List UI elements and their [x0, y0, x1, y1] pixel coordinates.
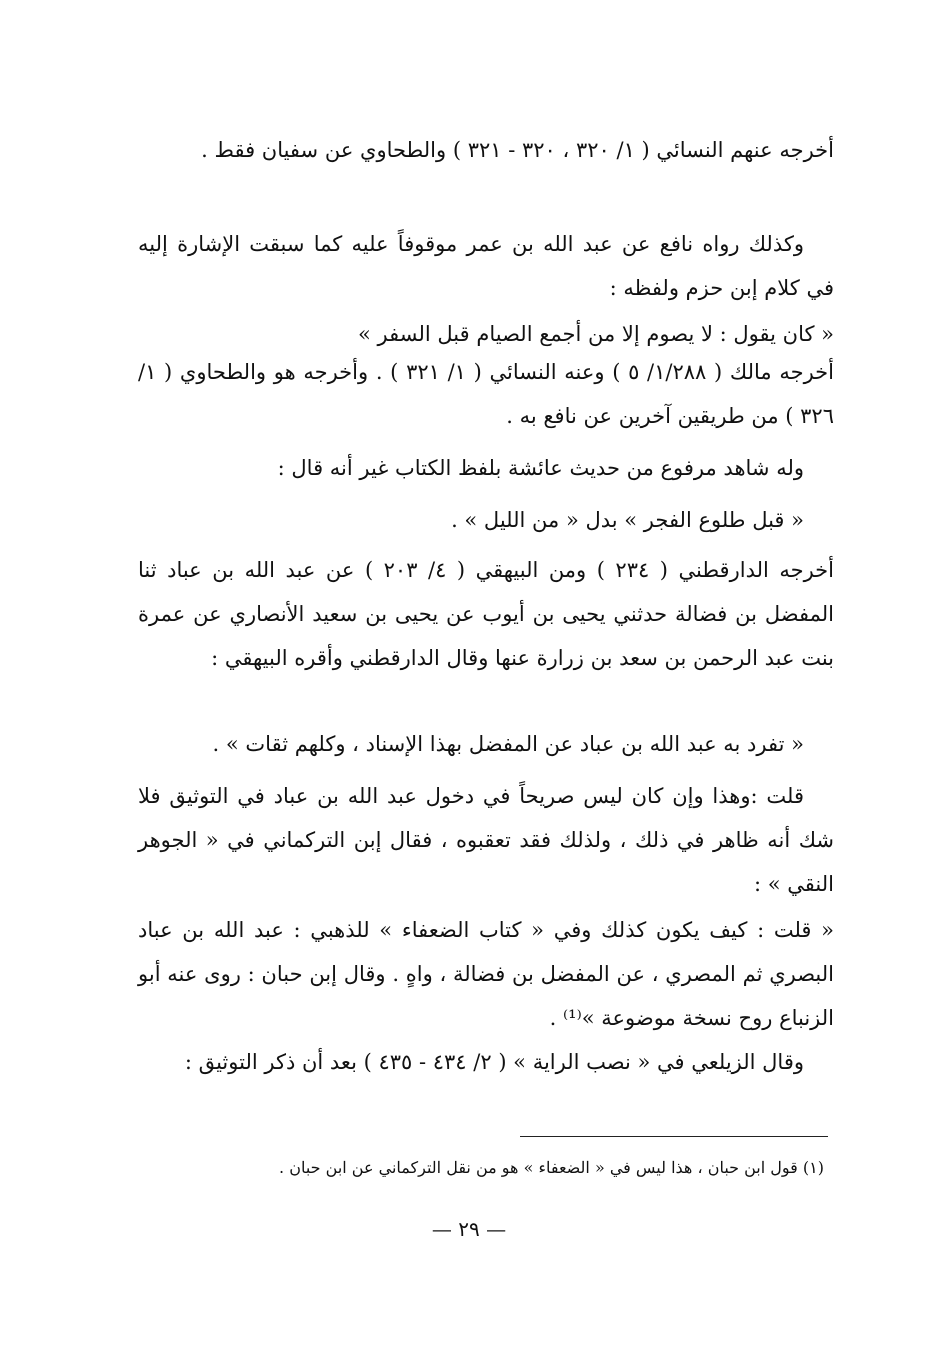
quote-kana-yaqul: « كان يقول : لا يصوم إلا من أجمع الصيام قبل السفر »	[358, 322, 834, 346]
page-number: — ٢٩ —	[431, 1217, 507, 1241]
paragraph-nasai-citation: أخرجه عنهم النسائي ( ١/ ٣٢٠ ، ٣٢٠ - ٣٢١ ) والطحاوي عن سفيان فقط .	[201, 138, 834, 162]
quote-tafarrada: « تفرد به عبد الله بن عباد عن المفضل بهذا الإسناد ، وكلهم ثقات » .	[212, 732, 804, 756]
paragraph-qultu-tawthiq: قلت :وهذا وإن كان ليس صريحاً في دخول عبد الله بن عباد في التوثيق فلا شك أنه ظاهر في ذلك ، ولذلك فقد تعقبوه ، فقال إبن التركماني في « الجوهر النقي » :	[138, 784, 834, 896]
footnote: (١) قول ابن حبان ، هذا ليس في « الضعفاء » هو من نقل التركماني عن ابن حبان .	[279, 1158, 824, 1177]
paragraph-daraqutni-citation: أخرجه الدارقطني ( ٢٣٤ ) ومن البيهقي ( ٤/ ٢٠٣ ) عن عبد الله بن عباد ثنا المفضل بن فضالة حدثني يحيى بن أيوب عن يحيى بن سعيد الأنصاري عن عمرة بنت عبد الرحمن بن سعد بن زرارة عنها وقال الدارقطني وأقره البيهقي :	[138, 558, 834, 670]
footnote-divider	[520, 1136, 828, 1137]
quote-qabla-tulu: « قبل طلوع الفجر » بدل « من الليل » .	[451, 508, 804, 532]
paragraph-aisha-witness: وله شاهد مرفوع من حديث عائشة بلفظ الكتاب غير أنه قال :	[277, 456, 804, 480]
paragraph-zaylai: وقال الزيلعي في « نصب الراية » ( ٢/ ٤٣٤ - ٤٣٥ ) بعد أن ذكر التوثيق :	[184, 1050, 804, 1074]
paragraph-nafi-narration: وكذلك رواه نافع عن عبد الله بن عمر موقوفاً عليه كما سبقت الإشارة إليه في كلام إبن حزم ولفظه :	[138, 232, 834, 300]
quote-dhahabi: « قلت : كيف يكون كذلك وفي « كتاب الضعفاء » للذهبي : عبد الله بن عباد البصري ثم المصري ، عن المفضل بن فضالة ، واهٍ . وقال إبن حبان : روى عنه أبو الزنباع روح نسخة موضوعة »⁽¹⁾ .	[138, 918, 834, 1030]
paragraph-malik-citation: أخرجه مالك ( ١/٢٨٨/ ٥ ) وعنه النسائي ( ١/ ٣٢١ ) . وأخرجه هو والطحاوي ( ١/ ٣٢٦ ) من طريقين آخرين عن نافع به .	[138, 360, 834, 428]
